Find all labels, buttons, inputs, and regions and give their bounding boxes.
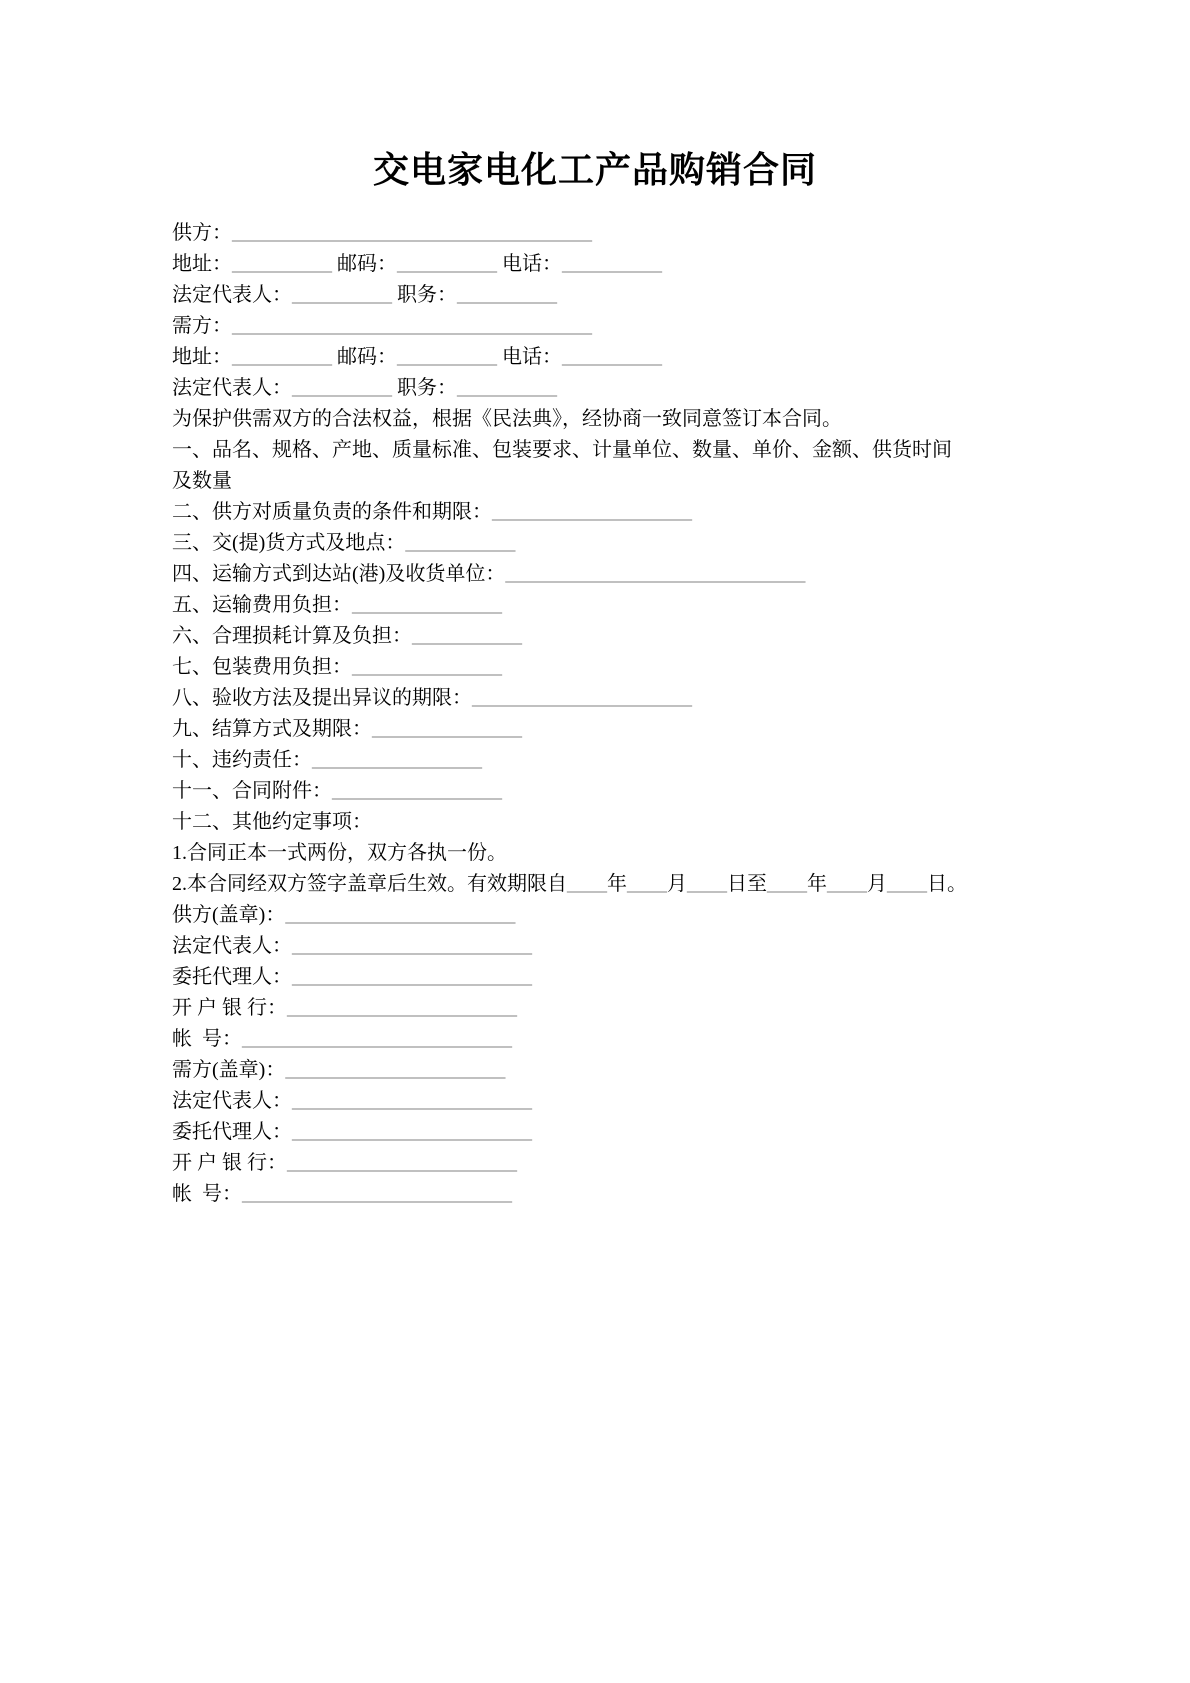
field-label: 开 户 银 行：: [172, 1152, 287, 1174]
clause-3-line: [172, 528, 1042, 559]
buyer-rep-signature-line: [172, 1086, 1042, 1117]
field-label: 二、供方对质量负责的条件和期限：: [172, 501, 492, 523]
field-label: 帐 号：: [172, 1183, 242, 1205]
clause-5-line: [172, 590, 1042, 621]
blank-field[interactable]: __________: [457, 377, 557, 399]
field-label: 五、运输费用负担：: [172, 594, 352, 616]
document-body: [172, 218, 1042, 1210]
supplier-representative-line: [172, 280, 1042, 311]
field-label: 邮码：: [332, 346, 397, 368]
blank-field[interactable]: ________________________: [292, 966, 532, 988]
blank-field[interactable]: ____________________: [492, 501, 692, 523]
blank-field[interactable]: __________: [292, 284, 392, 306]
buyer-name-line: [172, 311, 1042, 342]
blank-field[interactable]: ____: [687, 873, 727, 895]
blank-field[interactable]: ______________________________: [505, 563, 806, 585]
note-2-validity-line: [172, 869, 1042, 900]
buyer-seal-line: [172, 1055, 1042, 1086]
field-label: 1.合同正本一式两份，双方各执一份。: [172, 842, 507, 864]
blank-field[interactable]: ____: [827, 873, 867, 895]
blank-field[interactable]: _______________: [352, 594, 502, 616]
blank-field[interactable]: _________________: [332, 780, 502, 802]
page-title: 交电家电化工产品购销合同: [372, 150, 817, 190]
buyer-address-line: [172, 342, 1042, 373]
field-label: 邮码：: [332, 253, 397, 275]
blank-field[interactable]: __________: [562, 253, 662, 275]
field-label: 2.本合同经双方签字盖章后生效。有效期限自: [172, 873, 567, 895]
blank-field[interactable]: ________________________: [292, 1090, 532, 1112]
clause-7-line: [172, 652, 1042, 683]
blank-field[interactable]: ________________________: [292, 1121, 532, 1143]
field-label: 六、合理损耗计算及负担：: [172, 625, 412, 647]
preamble-line: [172, 404, 1042, 435]
field-label: 四、运输方式到达站(港)及收货单位：: [172, 563, 506, 585]
blank-field[interactable]: ____: [887, 873, 927, 895]
clause-10-line: [172, 745, 1042, 776]
blank-field[interactable]: _______________________: [285, 904, 516, 926]
field-label: 地址：: [172, 253, 232, 275]
blank-field[interactable]: ___________: [405, 532, 516, 554]
supplier-account-line: [172, 1024, 1042, 1055]
clause-12-line: [172, 807, 1042, 838]
blank-field[interactable]: ___________: [412, 625, 522, 647]
field-label: 十一、合同附件：: [172, 780, 332, 802]
clause-11-line: [172, 776, 1042, 807]
field-label: 需方：: [172, 315, 232, 337]
field-label: 为保护供需双方的合法权益，根据《民法典》，经协商一致同意签订本合同。: [172, 408, 842, 430]
clause-4-line: [172, 559, 1042, 590]
blank-field[interactable]: _________________: [312, 749, 482, 771]
supplier-seal-line: [172, 900, 1042, 931]
clause-1-continuation-line: [172, 466, 1042, 497]
field-label: 日至: [727, 873, 767, 895]
blank-field[interactable]: _______________: [352, 656, 502, 678]
blank-field[interactable]: ___________________________: [242, 1028, 512, 1050]
field-label: 年: [807, 873, 827, 895]
buyer-agent-line: [172, 1117, 1042, 1148]
blank-field[interactable]: ____: [767, 873, 807, 895]
clause-6-line: [172, 621, 1042, 652]
blank-field[interactable]: _______________________: [287, 1152, 517, 1174]
blank-field[interactable]: ____: [567, 873, 607, 895]
field-label: 委托代理人：: [172, 966, 292, 988]
blank-field[interactable]: ___________________________: [242, 1183, 512, 1205]
buyer-bank-line: [172, 1148, 1042, 1179]
blank-field[interactable]: ____: [627, 873, 667, 895]
field-label: 七、包装费用负担：: [172, 656, 352, 678]
blank-field[interactable]: ______________________: [472, 687, 692, 709]
field-label: 一、品名、规格、产地、质量标准、包装要求、计量单位、数量、单价、金额、供货时间: [172, 439, 952, 461]
field-label: 九、结算方式及期限：: [172, 718, 372, 740]
field-label: 电话：: [497, 253, 562, 275]
field-label: 三、交(提)货方式及地点：: [172, 532, 406, 554]
field-label: 供方：: [172, 222, 232, 244]
field-label: 年: [607, 873, 627, 895]
field-label: 委托代理人：: [172, 1121, 292, 1143]
field-label: 法定代表人：: [172, 284, 292, 306]
blank-field[interactable]: __________: [457, 284, 557, 306]
field-label: 八、验收方法及提出异议的期限：: [172, 687, 472, 709]
clause-8-line: [172, 683, 1042, 714]
supplier-rep-signature-line: [172, 931, 1042, 962]
blank-field[interactable]: _______________: [372, 718, 522, 740]
field-label: 开 户 银 行：: [172, 997, 287, 1019]
field-label: 法定代表人：: [172, 1090, 292, 1112]
field-label: 职务：: [392, 284, 457, 306]
field-label: 法定代表人：: [172, 377, 292, 399]
blank-field[interactable]: ________________________: [292, 935, 532, 957]
clause-2-line: [172, 497, 1042, 528]
field-label: 十二、其他约定事项：: [172, 811, 372, 833]
blank-field[interactable]: ____________________________________: [232, 315, 592, 337]
blank-field[interactable]: __________: [397, 253, 497, 275]
field-label: 需方(盖章)：: [172, 1059, 286, 1081]
clause-1-line: [172, 435, 1042, 466]
blank-field[interactable]: __________: [292, 377, 392, 399]
buyer-account-line: [172, 1179, 1042, 1210]
field-label: 十、违约责任：: [172, 749, 312, 771]
field-label: 供方(盖章)：: [172, 904, 286, 926]
buyer-representative-line: [172, 373, 1042, 404]
blank-field[interactable]: _______________________: [287, 997, 517, 1019]
supplier-agent-line: [172, 962, 1042, 993]
blank-field[interactable]: __________: [397, 346, 497, 368]
field-label: 月: [867, 873, 887, 895]
field-label: 法定代表人：: [172, 935, 292, 957]
blank-field[interactable]: __________: [562, 346, 662, 368]
field-label: 电话：: [497, 346, 562, 368]
blank-field[interactable]: ____________________________________: [232, 222, 592, 244]
blank-field[interactable]: __________: [232, 346, 332, 368]
blank-field[interactable]: ______________________: [285, 1059, 506, 1081]
field-label: 日。: [927, 873, 967, 895]
field-label: 帐 号：: [172, 1028, 242, 1050]
supplier-name-line: [172, 218, 1042, 249]
field-label: 地址：: [172, 346, 232, 368]
supplier-bank-line: [172, 993, 1042, 1024]
blank-field[interactable]: __________: [232, 253, 332, 275]
field-label: 及数量: [172, 470, 232, 492]
field-label: 月: [667, 873, 687, 895]
note-1-line: [172, 838, 1042, 869]
field-label: 职务：: [392, 377, 457, 399]
clause-9-line: [172, 714, 1042, 745]
supplier-address-line: [172, 249, 1042, 280]
